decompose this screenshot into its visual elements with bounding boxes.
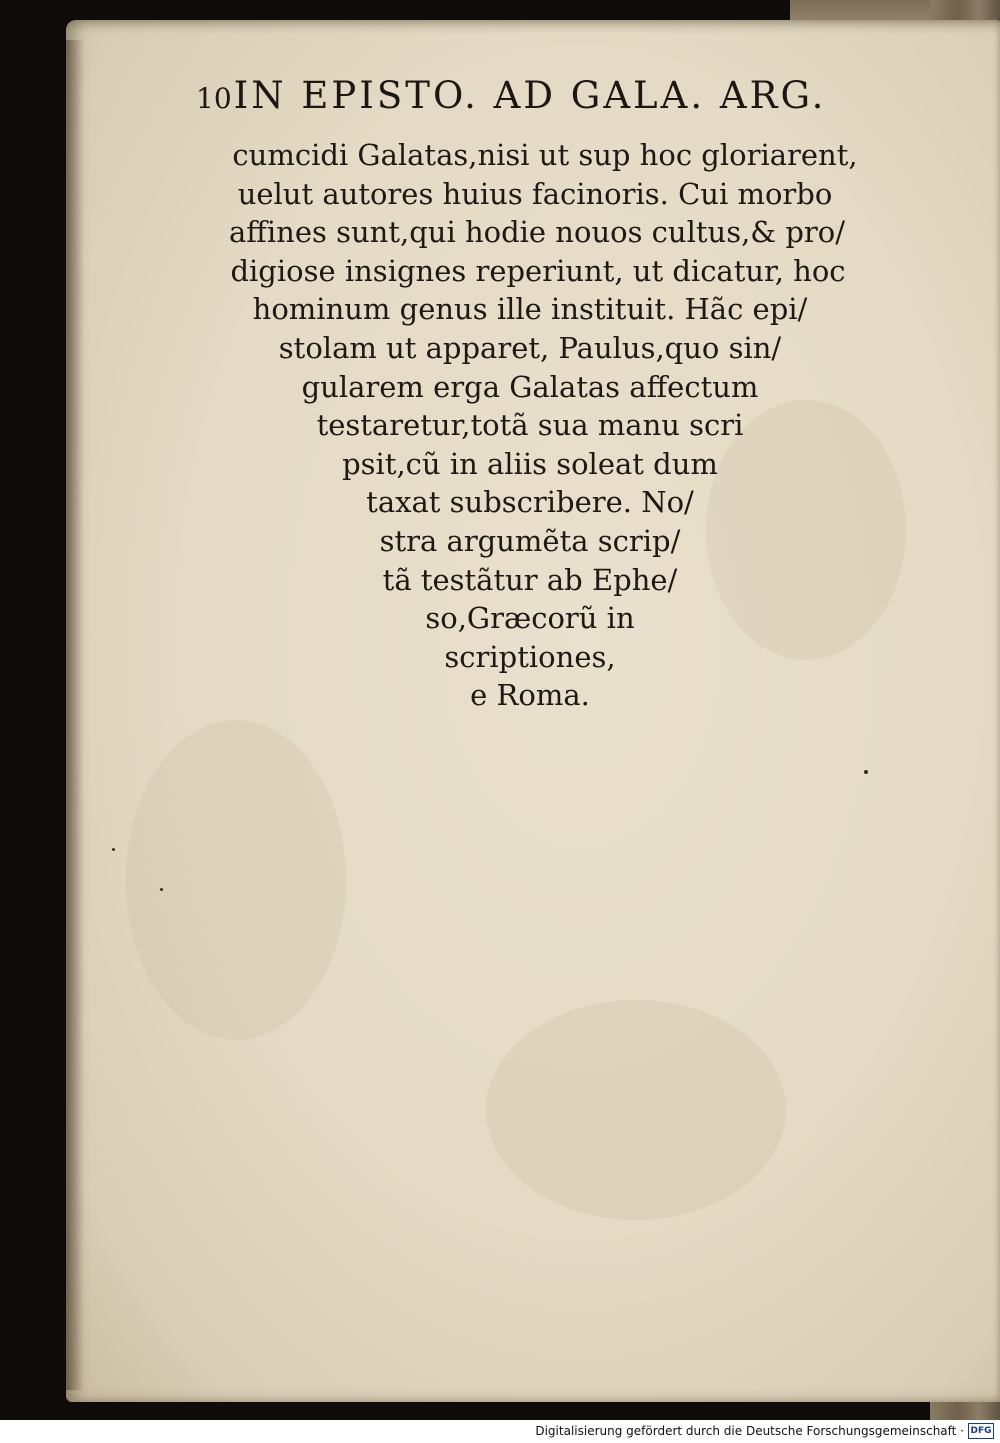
running-head	[196, 74, 908, 134]
text-line: stolam ut apparet, Paulus,quo sin/	[278, 330, 782, 365]
paper-stain	[486, 1000, 786, 1220]
ink-speck	[112, 848, 115, 851]
ink-speck	[864, 770, 868, 774]
text-line: psit,cũ in aliis soleat dum	[342, 446, 718, 481]
page-number: 10	[196, 82, 232, 115]
text-line: gularem erga Galatas affectum	[301, 369, 759, 404]
text-line: hominum genus ille instituit. Hãc epi/	[252, 292, 808, 327]
text-line: taxat subscribere. No/	[366, 485, 694, 520]
text-line: e Roma.	[470, 678, 590, 713]
text-line: uelut autores huius facinoris. Cui morbo	[237, 176, 833, 211]
text-line: testaretur,totã sua manu scri	[316, 408, 744, 443]
text-line: so,Græcorũ in	[425, 601, 635, 636]
main-text-block	[150, 136, 910, 715]
running-head-title: IN EPISTO. AD GALA. ARG.	[233, 74, 827, 117]
dfg-logo-icon	[968, 1423, 994, 1439]
ink-speck	[160, 888, 163, 891]
page-gutter-shadow	[66, 40, 84, 1390]
text-line: scriptiones,	[444, 639, 616, 674]
text-line: digiose insignes reperiunt, ut dicatur, hoc	[230, 253, 846, 288]
text-line: stra argumẽta scrip/	[379, 523, 681, 558]
paper-stain	[126, 720, 346, 1040]
text-line: affines sunt,qui hodie nouos cultus,& pro/	[229, 215, 845, 250]
text-line: cumcidi Galatas,nisi ut sup hoc gloriarent,	[232, 138, 858, 172]
digitization-credit: Digitalisierung gefördert durch die Deutsche Forschungsgemeinschaft ·	[535, 1424, 964, 1438]
text-line: tã testãtur ab Ephe/	[382, 562, 678, 597]
dfg-logo-text: DFG	[970, 1426, 992, 1436]
